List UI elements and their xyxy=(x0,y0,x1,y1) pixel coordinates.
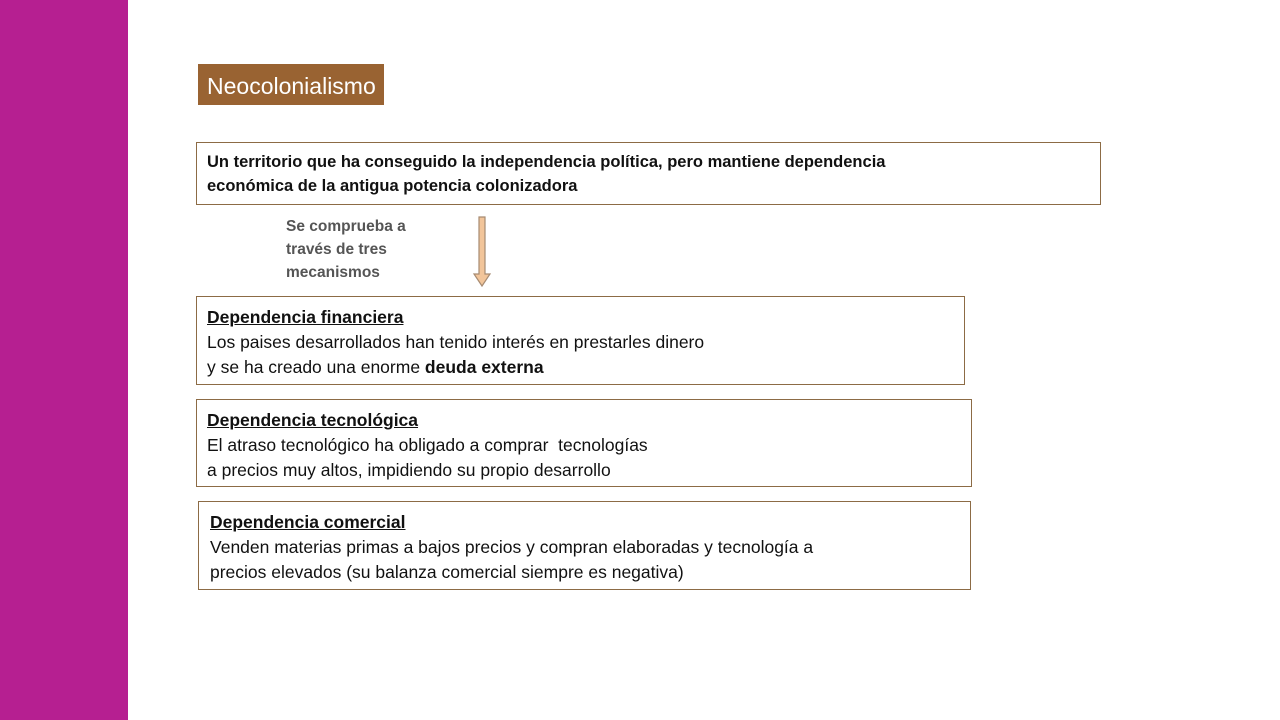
dependencia-tecnologica-box xyxy=(196,399,972,487)
side-accent-bar xyxy=(0,0,128,720)
deuda-externa-emphasis: deuda externa xyxy=(424,357,544,377)
mechanisms-note-line-3: mecanismos xyxy=(286,264,380,281)
dependencia-comercial-box xyxy=(198,501,971,590)
dependencia-financiera-heading: Dependencia financiera xyxy=(207,307,404,327)
dependencia-financiera-line-1: Los paises desarrollados han tenido interés en prestarles dinero xyxy=(207,332,705,352)
dependencia-comercial-line-2: precios elevados (su balanza comercial siempre es negativa) xyxy=(210,562,684,582)
dependencia-tecnologica-line-2: a precios muy altos, impidiendo su propio desarrollo xyxy=(207,460,611,480)
dependencia-tecnologica-heading: Dependencia tecnológica xyxy=(207,410,419,430)
down-arrow-icon xyxy=(471,216,493,288)
definition-line-2: económica de la antigua potencia colonizadora xyxy=(207,177,578,195)
slide-title: Neocolonialismo xyxy=(198,64,384,105)
mechanisms-note-line-2: través de tres xyxy=(286,241,387,258)
dependencia-financiera-line-2-text: y se ha creado una enorme xyxy=(207,357,425,377)
definition-box xyxy=(196,142,1101,205)
mechanisms-note xyxy=(286,215,446,284)
dependencia-financiera-box xyxy=(196,296,965,385)
dependencia-comercial-line-1: Venden materias primas a bajos precios y compran elaboradas y tecnología a xyxy=(210,537,814,557)
definition-line-1: Un territorio que ha conseguido la independencia política, pero mantiene dependencia xyxy=(207,153,886,171)
dependencia-tecnologica-line-1: El atraso tecnológico ha obligado a comprar tecnologías xyxy=(207,435,648,455)
dependencia-comercial-heading: Dependencia comercial xyxy=(210,512,406,532)
dependencia-financiera-line-2 xyxy=(207,355,954,380)
mechanisms-note-line-1: Se comprueba a xyxy=(286,218,406,235)
